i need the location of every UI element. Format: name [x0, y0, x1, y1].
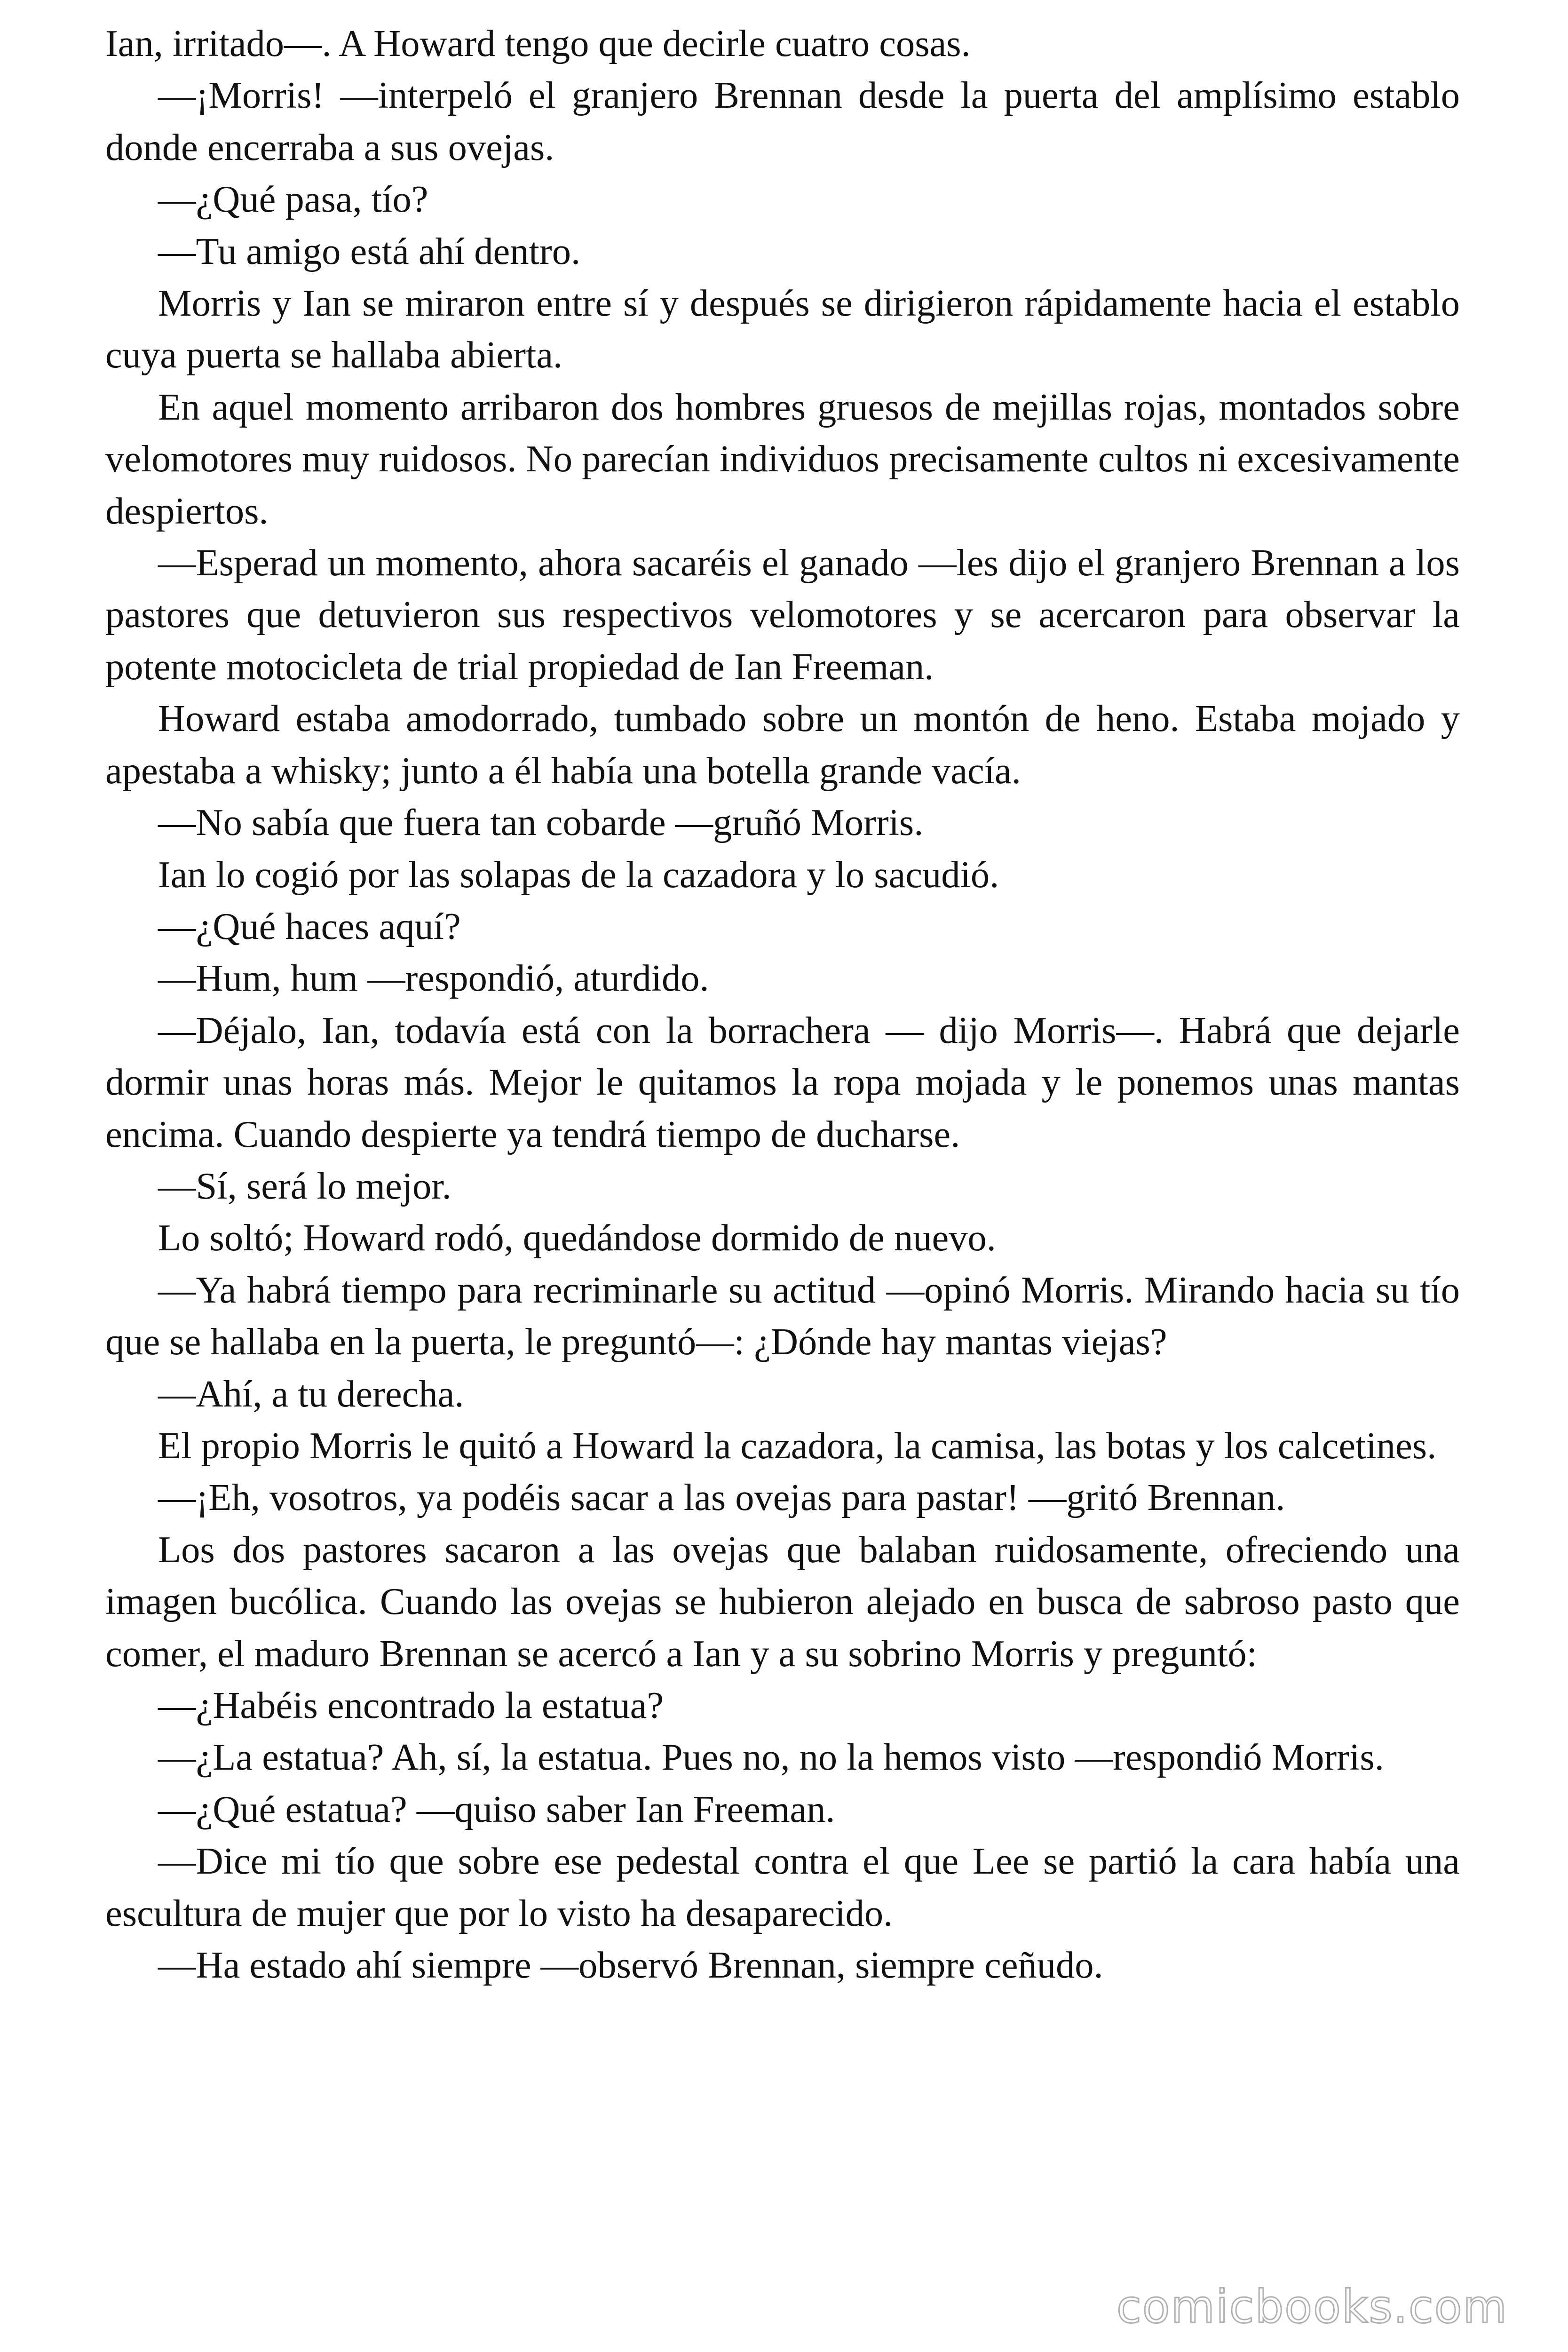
paragraph: —¿Qué haces aquí?	[158, 905, 461, 947]
paragraph: Ian, irritado—. A Howard tengo que decirle cuatro cosas.	[105, 23, 971, 64]
paragraph: —Ha estado ahí siempre —observó Brennan, siempre ceñudo.	[158, 1944, 1103, 1986]
paragraph: —Sí, será lo mejor.	[158, 1165, 451, 1207]
paragraph: —¡Eh, vosotros, ya podéis sacar a las ovejas para pastar! —gritó Brennan.	[158, 1477, 1285, 1519]
paragraph: Howard estaba amodorrado, tumbado sobre un montón de heno. Estaba mojado y apestaba a whisky; junto a él había una botella grande vacía.	[105, 698, 1460, 792]
paragraph: —No sabía que fuera tan cobarde —gruñó Morris.	[158, 802, 924, 844]
paragraph: —Dice mi tío que sobre ese pedestal contra el que Lee se partió la cara había una escultura de mujer que por lo visto ha desaparecido.	[105, 1840, 1460, 1934]
paragraph: —¿Qué estatua? —quiso saber Ian Freeman.	[158, 1788, 835, 1830]
paragraph: El propio Morris le quitó a Howard la cazadora, la camisa, las botas y los calcetines.	[158, 1424, 1437, 1467]
paragraph: —Hum, hum —respondió, aturdido.	[158, 957, 709, 1000]
paragraph: Los dos pastores sacaron a las ovejas que balaban ruidosamente, ofreciendo una imagen bucólica. Cuando las ovejas se hubieron alejado en busca de sabroso pasto que comer, el maduro Brennan se acercó a Ian y a su sobrino Morris y preguntó:	[105, 1528, 1460, 1675]
paragraph: —Ahí, a tu derecha.	[158, 1373, 464, 1415]
paragraph: —Déjalo, Ian, todavía está con la borrachera — dijo Morris—. Habrá que dejarle dormir unas horas más. Mejor le quitamos la ropa mojada y le ponemos unas mantas encima. Cuando despierte ya tendrá tiempo de ducharse.	[105, 1009, 1460, 1155]
paragraph: Morris y Ian se miraron entre sí y después se dirigieron rápidamente hacia el establo cuya puerta se hallaba abierta.	[105, 282, 1460, 376]
paragraph: —¿Qué pasa, tío?	[158, 178, 428, 221]
paragraph: En aquel momento arribaron dos hombres gruesos de mejillas rojas, montados sobre velomotores muy ruidosos. No parecían individuos precisamente cultos ni excesivamente despiertos.	[105, 386, 1460, 532]
watermark: comicbooks.com	[1116, 2280, 1508, 2333]
paragraph: —¿La estatua? Ah, sí, la estatua. Pues no, no la hemos visto —respondió Morris.	[158, 1736, 1384, 1779]
paragraph: —Ya habrá tiempo para recriminarle su actitud —opinó Morris. Mirando hacia su tío que se hallaba en la puerta, le preguntó—: ¿Dónde hay mantas viejas?	[105, 1269, 1460, 1363]
paragraph: —¡Morris! —interpeló el granjero Brennan desde la puerta del amplísimo establo donde encerraba a sus ovejas.	[105, 74, 1460, 168]
paragraph: Lo soltó; Howard rodó, quedándose dormido de nuevo.	[158, 1217, 996, 1259]
paragraph: Ian lo cogió por las solapas de la cazadora y lo sacudió.	[158, 853, 999, 896]
paragraph: —Tu amigo está ahí dentro.	[158, 230, 581, 272]
paragraph: —Esperad un momento, ahora sacaréis el ganado —les dijo el granjero Brennan a los pastores que detuvieron sus respectivos velomotores y se acercaron para observar la potente motocicleta de trial propiedad de Ian Freeman.	[105, 542, 1460, 688]
paragraph: —¿Habéis encontrado la estatua?	[158, 1685, 664, 1726]
page-text	[105, 18, 1460, 1991]
